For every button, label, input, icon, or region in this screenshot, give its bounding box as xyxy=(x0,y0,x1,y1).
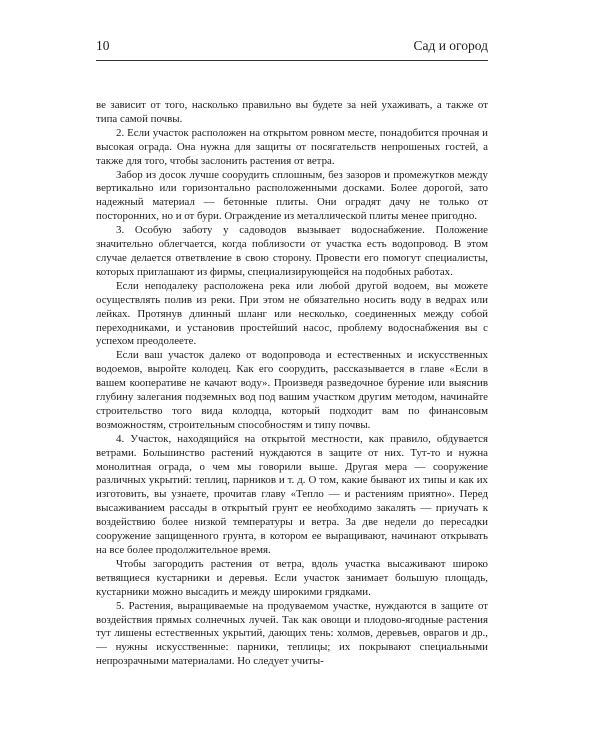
paragraph: 3. Особую заботу у садоводов вызывает водоснабжение. Положение значительно облегчается, когда поблизости от участка есть водопровод. В этом случае делается ответвление в свою сторону. Провести его помогут специалисты, которых приглашают из фирмы, специализирующейся на подобных работах. xyxy=(96,224,488,278)
page-number: 10 xyxy=(96,38,110,53)
body-text xyxy=(96,99,488,669)
paragraph: Если ваш участок далеко от водопровода и естественных и искусственных водоемов, выройте колодец. Как его соорудить, рассказывается в главе «Если в вашем кооперативе не качают воду». Произведя разведочное бурение или выяснив глубину залегания подземных вод под вашим участком другим методом, начинайте строительство того вида колодца, который подходит вам по финансовым возможностям, строительным способностям и типу почвы. xyxy=(96,349,488,431)
paragraph: Чтобы загородить растения от ветра, вдоль участка высаживают широко ветвящиеся кустарники и деревья. Если участок занимает большую площадь, кустарники можно высадить и между широкими грядками. xyxy=(96,557,488,598)
book-page xyxy=(96,38,488,669)
paragraph: 4. Участок, находящийся на открытой местности, как правило, обдувается ветрами. Большинство растений нуждаются в защите от них. Тут-то и нужна монолитная ограда, о чем мы говорили выше. Другая мера — сооружение различных укрытий: теплиц, парников и т. д. О том, какие бывают их типы и как их изготовить, вы узнаете, прочитав главу «Тепло — и растениям приятно». Перед высаживанием рассады в открытый грунт ее необходимо закалять — приучать к воздействию более низкой температуры и ветра. За две недели до пересадки сооружение защищенного грунта, в котором ее выращивают, начинают открывать на все более продолжительное время. xyxy=(96,432,488,556)
running-header xyxy=(96,38,488,61)
running-title: Сад и огород xyxy=(413,38,488,53)
paragraph: 2. Если участок расположен на открытом ровном месте, понадобится прочная и высокая ограда. Она нужна для защиты от посягательств непрошеных гостей, а также для того, чтобы заслонить растения от ветра. xyxy=(96,126,488,167)
paragraph: 5. Растения, выращиваемые на продуваемом участке, нуждаются в защите от воздействия прямых солнечных лучей. Так как овощи и плодово-ягодные растения тут лишены естественных укрытий, дающих тень: холмов, деревьев, оврагов и др., — нужны искусственные: парники, теплицы; их покрывают специальными непрозрачными материалами. Но следует учиты- xyxy=(96,599,488,668)
paragraph: Забор из досок лучше соорудить сплошным, без зазоров и промежутков между вертикально или горизонтально расположенными досками. Более дорогой, зато надежный материал — бетонные плиты. Они оградят дачу не только от посторонних, но и от бури. Ограждение из металлической плиты менее пригодно. xyxy=(96,168,488,223)
paragraph: Если неподалеку расположена река или любой другой водоем, вы можете осуществлять полив из реки. При этом не обязательно носить воду в ведрах или лейках. Протянув длинный шланг или несколько, соединенных между собой переходниками, и установив простейший насос, проблему водоснабжения вы с успехом преодолеете. xyxy=(96,279,488,348)
paragraph: ве зависит от того, насколько правильно вы будете за ней ухаживать, а также от типа самой почвы. xyxy=(96,99,488,125)
